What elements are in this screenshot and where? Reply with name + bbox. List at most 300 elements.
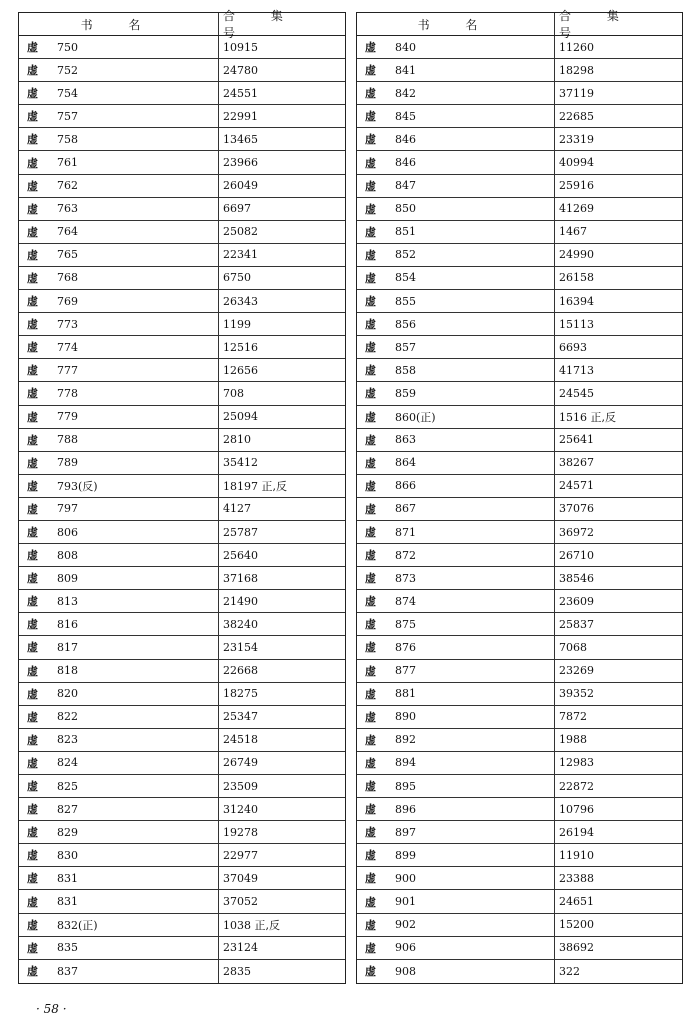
book-number: 829 [57,825,78,839]
book-name-cell [19,336,219,358]
book-number: 809 [57,571,78,585]
book-name-cell [357,821,555,843]
collection-number-cell: 37119 [559,86,594,100]
book-prefix: 虚 [27,271,38,285]
book-prefix: 虚 [27,456,38,470]
book-number: 873 [395,571,416,585]
table-row [357,844,682,867]
collection-number-cell: 22872 [559,779,594,793]
book-name-cell [357,429,555,451]
collection-number-cell: 35412 [223,456,258,470]
collection-number-cell: 26749 [223,756,258,770]
table-row [357,244,682,267]
collection-number-cell: 16394 [559,294,594,308]
book-name-cell [357,867,555,889]
header-collection-number: 合 集 号 [223,9,299,40]
book-name-cell [19,844,219,866]
table-row [357,336,682,359]
book-prefix: 虚 [365,364,376,378]
collection-number-cell: 18298 [559,63,594,77]
collection-number-cell: 24551 [223,86,258,100]
book-prefix: 虚 [27,826,38,840]
book-prefix: 虚 [365,64,376,78]
table-row [357,59,682,82]
book-number: 841 [395,63,416,77]
table-row [19,798,345,821]
collection-number-cell: 1516 正,反 [559,410,616,424]
book-prefix: 虚 [365,733,376,747]
book-name-cell [357,313,555,335]
book-number: 854 [395,271,416,285]
book-name-cell [357,290,555,312]
table-row [19,36,345,59]
book-number: 822 [57,710,78,724]
book-name-cell [19,775,219,797]
book-prefix: 虚 [365,387,376,401]
book-prefix: 虚 [27,780,38,794]
book-name-cell [19,36,219,58]
table-row [19,105,345,128]
table-row [357,82,682,105]
book-name-cell [19,82,219,104]
book-name-cell [357,544,555,566]
book-name-cell [357,660,555,682]
collection-number-cell: 1988 [559,733,587,747]
collection-number-cell: 25916 [559,179,594,193]
book-name-cell [19,567,219,589]
book-number: 830 [57,848,78,862]
collection-number-cell: 25082 [223,225,258,239]
collection-number-cell: 26343 [223,294,258,308]
book-number: 808 [57,548,78,562]
book-number: 851 [395,225,416,239]
collection-number-cell: 23269 [559,664,594,678]
table-row [19,198,345,221]
book-number: 823 [57,733,78,747]
book-name-cell [19,590,219,612]
collection-number-cell: 1038 正,反 [223,918,280,932]
book-number: 840 [395,40,416,54]
book-prefix: 虚 [365,41,376,55]
table-row [357,406,682,429]
collection-number-cell: 38692 [559,941,594,955]
book-prefix: 虚 [365,502,376,516]
book-prefix: 虚 [365,341,376,355]
collection-number-cell: 25787 [223,525,258,539]
book-number: 890 [395,710,416,724]
book-number: 752 [57,63,78,77]
book-name-cell [19,706,219,728]
book-name-cell [19,636,219,658]
book-prefix: 虚 [27,664,38,678]
collection-number-cell: 31240 [223,802,258,816]
book-prefix: 虚 [27,225,38,239]
book-number: 762 [57,179,78,193]
book-prefix: 虚 [27,179,38,193]
right-table [356,9,683,984]
collection-number-cell: 25347 [223,710,258,724]
header-collection-number: 合 集 号 [559,9,635,40]
collection-number-cell: 6697 [223,202,251,216]
table-row [19,821,345,844]
table-row [357,660,682,683]
book-prefix: 虚 [27,87,38,101]
book-prefix: 虚 [27,849,38,863]
table-row [19,706,345,729]
book-prefix: 虚 [27,710,38,724]
right-rows [357,36,682,983]
table-row [357,221,682,244]
table-row [19,683,345,706]
book-name-cell [357,36,555,58]
collection-number-cell: 15113 [559,317,594,331]
book-name-cell [357,267,555,289]
book-prefix: 虚 [27,595,38,609]
collection-number-cell: 322 [559,964,580,978]
table-row [357,313,682,336]
table-row [357,636,682,659]
book-prefix: 虚 [365,456,376,470]
collection-number-cell: 25837 [559,617,594,631]
collection-number-cell: 39352 [559,687,594,701]
book-number: 824 [57,756,78,770]
table-row [19,844,345,867]
book-number: 768 [57,271,78,285]
book-name-cell [357,706,555,728]
book-name-cell [357,105,555,127]
table-row [19,290,345,313]
book-name-cell [19,890,219,912]
table-row [357,151,682,174]
left-rows [19,36,345,983]
book-prefix: 虚 [365,687,376,701]
collection-number-cell: 22977 [223,848,258,862]
book-prefix: 虚 [27,387,38,401]
book-name-cell [357,359,555,381]
table-row [19,613,345,636]
table-row [357,128,682,151]
book-number: 761 [57,156,78,170]
collection-number-cell: 23388 [559,871,594,885]
book-number: 906 [395,941,416,955]
book-number: 852 [395,248,416,262]
collection-number-cell: 1199 [223,317,251,331]
book-name-cell [357,798,555,820]
book-prefix: 虚 [27,295,38,309]
book-number: 877 [395,664,416,678]
book-name-cell [357,775,555,797]
book-name-cell [19,382,219,404]
book-prefix: 虚 [365,225,376,239]
book-prefix: 虚 [27,410,38,424]
book-number: 857 [395,340,416,354]
book-number: 850 [395,202,416,216]
book-number: 863 [395,433,416,447]
book-prefix: 虚 [27,618,38,632]
table-row [19,359,345,382]
book-name-cell [357,475,555,497]
book-number: 818 [57,664,78,678]
page-number: · 58 · [36,1002,67,1016]
book-name-cell [357,82,555,104]
collection-number-cell: 24780 [223,63,258,77]
book-number: 758 [57,132,78,146]
book-prefix: 虚 [27,895,38,909]
table-row [19,175,345,198]
book-prefix: 虚 [365,87,376,101]
book-prefix: 虚 [27,687,38,701]
collection-number-cell: 37052 [223,895,258,909]
book-number: 900 [395,871,416,885]
table-row [357,937,682,960]
book-name-cell [357,960,555,983]
book-number: 855 [395,294,416,308]
book-number: 816 [57,617,78,631]
book-prefix: 虚 [27,479,38,493]
book-prefix: 虚 [365,526,376,540]
collection-number-cell: 12983 [559,756,594,770]
table-row [357,821,682,844]
book-prefix: 虚 [365,179,376,193]
book-number: 881 [395,687,416,701]
book-name-cell [19,937,219,959]
table-row [19,729,345,752]
collection-number-cell: 41269 [559,202,594,216]
table-row [357,521,682,544]
collection-number-cell: 26710 [559,548,594,562]
table-row [357,359,682,382]
book-number: 806 [57,525,78,539]
book-prefix: 虚 [365,941,376,955]
book-prefix: 虚 [365,549,376,563]
collection-number-cell: 38267 [559,456,594,470]
collection-number-cell: 23319 [559,132,594,146]
book-prefix: 虚 [27,918,38,932]
book-name-cell [19,914,219,936]
table-row [19,382,345,405]
book-name-cell [357,244,555,266]
collection-number-cell: 26194 [559,825,594,839]
table-row [19,429,345,452]
book-name-cell [357,59,555,81]
book-prefix: 虚 [27,872,38,886]
header-book-name: 书 名 [357,13,555,35]
header-book-name: 书 名 [19,13,219,35]
book-prefix: 虚 [27,133,38,147]
collection-number-cell: 40994 [559,156,594,170]
book-prefix: 虚 [27,941,38,955]
book-prefix: 虚 [27,64,38,78]
collection-number-cell: 23509 [223,779,258,793]
book-prefix: 虚 [27,433,38,447]
table-row [357,198,682,221]
table-row [357,590,682,613]
book-number: 837 [57,964,78,978]
book-prefix: 虚 [365,479,376,493]
book-number: 859 [395,386,416,400]
collection-number-cell: 24571 [559,479,594,493]
book-name-cell [19,821,219,843]
table-row [357,36,682,59]
book-number: 866 [395,479,416,493]
collection-number-cell: 37076 [559,502,594,516]
table-row [357,567,682,590]
book-number: 860(正) [395,410,436,424]
collection-number-cell: 18197 正,反 [223,479,287,493]
collection-number-cell: 12656 [223,363,258,377]
book-number: 876 [395,640,416,654]
table-row [19,775,345,798]
book-number: 871 [395,525,416,539]
book-number: 897 [395,825,416,839]
book-name-cell [19,290,219,312]
table-row [19,544,345,567]
table-row [19,267,345,290]
book-number: 831 [57,871,78,885]
book-name-cell [357,382,555,404]
collection-number-cell: 708 [223,386,244,400]
book-number: 817 [57,640,78,654]
book-number: 789 [57,456,78,470]
table-row [19,498,345,521]
table-row [19,890,345,913]
book-number: 773 [57,317,78,331]
collection-number-cell: 25641 [559,433,594,447]
table-row [357,752,682,775]
book-name-cell [357,221,555,243]
table-row [19,475,345,498]
book-prefix: 虚 [365,156,376,170]
book-name-cell [19,452,219,474]
book-name-cell [357,567,555,589]
book-name-cell [357,128,555,150]
book-prefix: 虚 [365,710,376,724]
book-number: 858 [395,363,416,377]
left-table [18,9,346,984]
table-row [19,313,345,336]
book-name-cell [357,175,555,197]
book-prefix: 虚 [27,318,38,332]
collection-number-cell: 24518 [223,733,258,747]
book-prefix: 虚 [27,248,38,262]
table-row [357,867,682,890]
book-prefix: 虚 [365,133,376,147]
collection-number-cell: 22991 [223,109,258,123]
book-name-cell [357,890,555,912]
book-number: 901 [395,895,416,909]
book-prefix: 虚 [365,202,376,216]
book-prefix: 虚 [27,526,38,540]
book-prefix: 虚 [365,595,376,609]
book-prefix: 虚 [27,965,38,979]
table-row [19,452,345,475]
book-prefix: 虚 [365,295,376,309]
book-number: 896 [395,802,416,816]
book-name-cell [357,937,555,959]
table-row [19,960,345,983]
table-row [357,175,682,198]
collection-number-cell: 23609 [559,594,594,608]
table-row [357,729,682,752]
book-number: 867 [395,502,416,516]
table-row [19,82,345,105]
table-row [357,267,682,290]
table-row [19,867,345,890]
table-row [19,567,345,590]
book-name-cell [19,244,219,266]
book-number: 788 [57,433,78,447]
book-name-cell [357,336,555,358]
book-name-cell [357,752,555,774]
collection-number-cell: 6750 [223,271,251,285]
table-row [357,544,682,567]
book-name-cell [357,406,555,428]
table-row [19,406,345,429]
table-row [357,960,682,983]
book-name-cell [19,960,219,983]
book-number: 894 [395,756,416,770]
book-prefix: 虚 [365,110,376,124]
book-number: 778 [57,386,78,400]
table-row [19,244,345,267]
book-number: 750 [57,40,78,54]
book-prefix: 虚 [365,965,376,979]
collection-number-cell: 24651 [559,895,594,909]
book-name-cell [19,544,219,566]
book-name-cell [357,729,555,751]
book-prefix: 虚 [365,780,376,794]
book-prefix: 虚 [365,803,376,817]
book-prefix: 虚 [365,664,376,678]
collection-number-cell: 22685 [559,109,594,123]
table-row [357,775,682,798]
table-row [357,452,682,475]
collection-number-cell: 4127 [223,502,251,516]
book-prefix: 虚 [27,803,38,817]
book-number: 835 [57,941,78,955]
collection-number-cell: 21490 [223,594,258,608]
collection-number-cell: 38240 [223,617,258,631]
collection-number-cell: 11910 [559,848,594,862]
book-name-cell [19,613,219,635]
collection-number-cell: 37168 [223,571,258,585]
book-prefix: 虚 [27,364,38,378]
book-name-cell [357,198,555,220]
collection-number-cell: 19278 [223,825,258,839]
book-prefix: 虚 [27,733,38,747]
book-name-cell [19,798,219,820]
book-number: 764 [57,225,78,239]
book-number: 777 [57,363,78,377]
collection-number-cell: 24545 [559,386,594,400]
book-name-cell [19,267,219,289]
collection-number-cell: 10796 [559,802,594,816]
book-prefix: 虚 [365,872,376,886]
book-number: 845 [395,109,416,123]
collection-number-cell: 7872 [559,710,587,724]
collection-number-cell: 25640 [223,548,258,562]
book-prefix: 虚 [365,849,376,863]
collection-number-cell: 23966 [223,156,258,170]
book-name-cell [19,406,219,428]
collection-number-cell: 24990 [559,248,594,262]
book-number: 779 [57,410,78,424]
book-name-cell [19,867,219,889]
collection-number-cell: 11260 [559,40,594,54]
book-prefix: 虚 [365,271,376,285]
book-name-cell [357,613,555,635]
book-name-cell [357,590,555,612]
